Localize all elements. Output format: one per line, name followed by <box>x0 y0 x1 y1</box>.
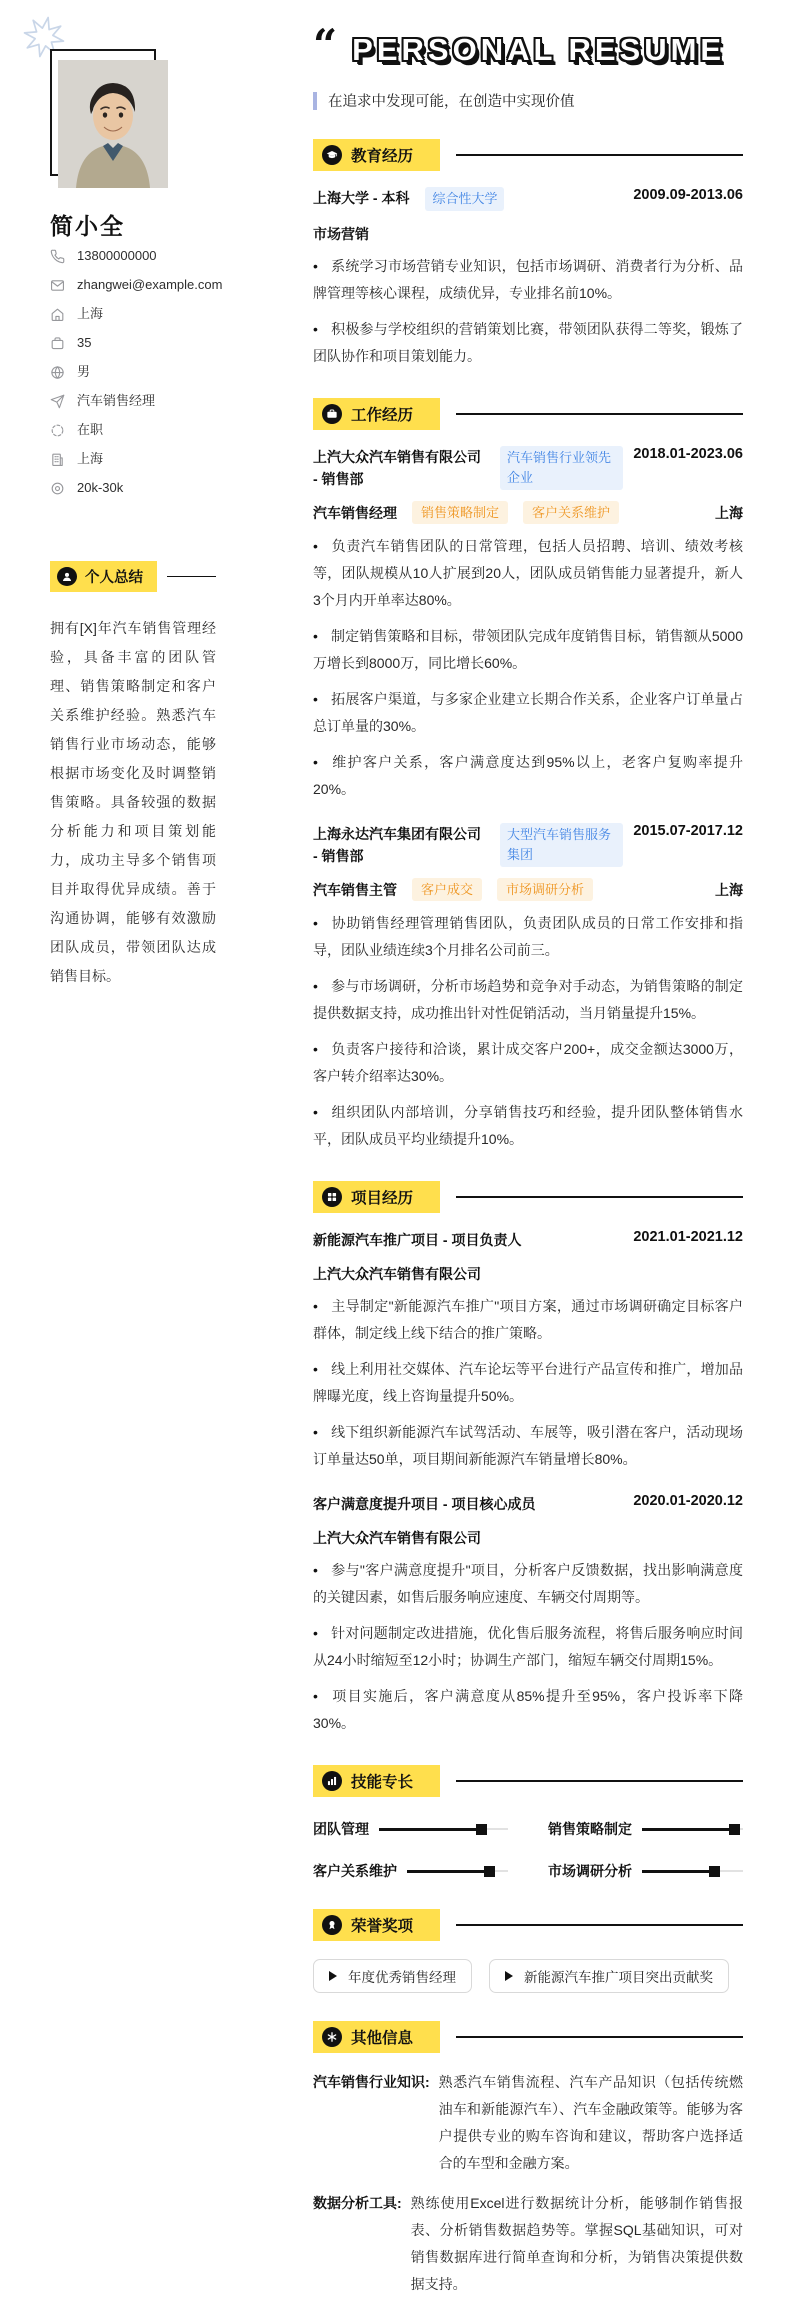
skill-item <box>313 1819 508 1839</box>
skill-marker <box>476 1824 487 1835</box>
medal-icon <box>322 1915 342 1935</box>
honor-chip <box>313 1959 472 1993</box>
send-icon <box>50 394 65 409</box>
other-info-entry <box>313 2069 743 2177</box>
contact-item-age <box>50 334 235 352</box>
other-info-text: 熟悉汽车销售流程、汽车产品知识（包括传统燃油车和新能源汽车）、汽车金融政策等。能够为客户提供专业的购车咨询和建议，帮助客户选择适合的车型和金融方案。 <box>438 2074 743 2171</box>
projects-badge <box>313 1181 440 1213</box>
skill-label: 团队管理 <box>313 1821 369 1837</box>
play-icon <box>329 1971 337 1981</box>
age-icon <box>50 336 65 351</box>
section-header-projects <box>313 1181 743 1213</box>
profile-name: 简小全 <box>50 213 125 240</box>
contact-value: 13800000000 <box>77 248 157 263</box>
skill-level-bar <box>407 1865 508 1877</box>
other-info-section <box>313 2021 743 2298</box>
work-location: 上海 <box>715 504 743 521</box>
sidebar <box>0 0 290 1693</box>
honors-heading: 荣誉奖项 <box>351 1918 414 1935</box>
work-entry <box>313 823 743 1153</box>
honor-label: 新能源汽车推广项目突出贡献奖 <box>524 1970 713 1985</box>
header-rule <box>167 576 216 578</box>
role-name: 汽车销售经理 <box>313 504 397 521</box>
resume-main <box>313 0 743 2298</box>
summary-section-header <box>50 561 216 592</box>
role-tag: 客户成交 <box>412 878 482 901</box>
skill-marker <box>484 1866 495 1877</box>
header-rule <box>456 1196 743 1198</box>
work-location: 上海 <box>715 881 743 898</box>
project-entry <box>313 1229 743 1473</box>
work-bullet: • 协助销售经理管理销售团队，负责团队成员的日常工作安排和指导，团队业绩连续3个月排名公司前三。 <box>313 910 743 964</box>
work-entry-row <box>313 823 743 867</box>
contact-list <box>50 247 235 508</box>
other-info-text: 熟练使用Excel进行数据统计分析，能够制作销售报表、分析销售数据趋势等。掌握SQL基础知识，可对销售数据库进行简单查询和分析，为销售决策提供数据支持。 <box>410 2195 743 2292</box>
other-info-entry <box>313 2190 743 2298</box>
contact-item-salary <box>50 479 235 497</box>
salary-icon <box>50 481 65 496</box>
graduation-cap-icon <box>322 145 342 165</box>
work-bullet: • 负责客户接待和洽谈，累计成交客户200+，成交金额达3000万，客户转介绍率达30%。 <box>313 1036 743 1090</box>
summary-badge <box>50 561 157 592</box>
section-header-skills <box>313 1765 743 1797</box>
project-period: 2020.01-2020.12 <box>633 1493 743 1509</box>
major-name: 市场营销 <box>313 226 369 242</box>
other-info-label: 数据分析工具: <box>313 2195 402 2211</box>
projects-heading: 项目经历 <box>351 1190 414 1207</box>
contact-item-location <box>50 305 235 323</box>
project-company: 上汽大众汽车销售有限公司 <box>313 1530 481 1546</box>
profile-photo <box>58 60 168 188</box>
work-bullet: • 参与市场调研，分析市场趋势和竞争对手动态，为销售策略的制定提供数据支持，成功推出针对性促销活动，当月销量提升15%。 <box>313 973 743 1027</box>
work-bullet: • 负责汽车销售团队的日常管理，包括人员招聘、培训、绩效考核等，团队规模从10人扩展到20人，团队成员销售能力显著提升，新人3个月内开单率达80%。 <box>313 533 743 614</box>
section-header-work <box>313 398 743 430</box>
project-period: 2021.01-2021.12 <box>633 1229 743 1245</box>
person-icon <box>57 567 77 586</box>
contact-value: 上海 <box>77 451 104 466</box>
skill-level-bar <box>379 1823 508 1835</box>
education-entry <box>313 187 743 370</box>
header-rule <box>456 1924 743 1926</box>
skill-marker <box>729 1824 740 1835</box>
skills-section <box>313 1765 743 1881</box>
education-section <box>313 139 743 370</box>
resume-title-text: PERSONAL RESUME <box>352 32 726 67</box>
role-tag: 客户关系维护 <box>523 501 619 524</box>
role-tag: 市场调研分析 <box>497 878 593 901</box>
school-tag: 综合性大学 <box>425 187 504 211</box>
education-period: 2009.09-2013.06 <box>633 187 743 203</box>
asterisk-icon <box>322 2027 342 2047</box>
quote-icon: “ <box>313 20 338 69</box>
skill-level-bar <box>642 1865 743 1877</box>
tagline-bar <box>313 92 317 110</box>
project-bullet: • 线上利用社交媒体、汽车论坛等平台进行产品宣传和推广，增加品牌曝光度，线上咨询量提升50%。 <box>313 1356 743 1410</box>
role-tag: 销售策略制定 <box>412 501 508 524</box>
project-company: 上汽大众汽车销售有限公司 <box>313 1266 481 1282</box>
skills-grid <box>313 1819 743 1881</box>
company-name: 上海永达汽车集团有限公司 - 销售部 <box>313 826 481 864</box>
home-icon <box>50 307 65 322</box>
contact-value: zhangwei@example.com <box>77 277 223 292</box>
project-bullet: • 主导制定"新能源汽车推广"项目方案，通过市场调研确定目标客户群体，制定线上线下结合的推广策略。 <box>313 1293 743 1347</box>
contact-value: 20k-30k <box>77 480 124 495</box>
honor-label: 年度优秀销售经理 <box>348 1970 456 1985</box>
work-heading: 工作经历 <box>351 407 414 424</box>
status-icon <box>50 423 65 438</box>
work-period: 2018.01-2023.06 <box>633 446 743 462</box>
project-title: 客户满意度提升项目 - 项目核心成员 <box>313 1496 536 1512</box>
contact-value: 汽车销售经理 <box>77 393 156 408</box>
project-entry <box>313 1493 743 1737</box>
other-badge <box>313 2021 440 2053</box>
grid-icon <box>322 1187 342 1207</box>
work-period: 2015.07-2017.12 <box>633 823 743 839</box>
work-bullet: • 拓展客户渠道，与多家企业建立长期合作关系，企业客户订单量占总订单量的30%。 <box>313 686 743 740</box>
resume-title <box>313 20 743 78</box>
skills-badge <box>313 1765 440 1797</box>
contact-value: 男 <box>77 364 91 379</box>
header-rule <box>456 413 743 415</box>
contact-item-job <box>50 392 235 410</box>
mail-icon <box>50 278 65 293</box>
summary-heading: 个人总结 <box>85 570 143 586</box>
summary-text: 拥有[X]年汽车销售管理经验，具备丰富的团队管理、销售策略制定和客户关系维护经验。熟悉汽车销售行业市场动态，能够根据市场变化及时调整销售策略。具备较强的数据分析能力和项目策划能力，成功主导多个销售项目并取得优异成绩。善于沟通协调，能够有效激励团队成员，带领团队达成销售目标。 <box>50 620 216 984</box>
project-bullet: • 参与"客户满意度提升"项目，分析客户反馈数据，找出影响满意度的关键因素，如售后服务响应速度、车辆交付周期等。 <box>313 1557 743 1611</box>
role-row <box>313 501 743 524</box>
project-bullet: • 线下组织新能源汽车试驾活动、车展等，吸引潜在客户，活动现场订单量达50单，项目期间新能源汽车销量增长80%。 <box>313 1419 743 1473</box>
project-entry-row <box>313 1229 743 1251</box>
briefcase-icon <box>322 404 342 424</box>
work-badge <box>313 398 440 430</box>
company-tag: 汽车销售行业领先企业 <box>500 446 623 490</box>
project-entry-row <box>313 1493 743 1515</box>
honor-chip <box>489 1959 729 1993</box>
education-bullet: • 系统学习市场营销专业知识，包括市场调研、消费者行为分析、品牌管理等核心课程，成绩优异，专业排名前10%。 <box>313 253 743 307</box>
role-row <box>313 878 743 901</box>
work-entry <box>313 446 743 803</box>
contact-value: 上海 <box>77 306 104 321</box>
project-title: 新能源汽车推广项目 - 项目负责人 <box>313 1232 522 1248</box>
skill-label: 市场调研分析 <box>548 1863 632 1879</box>
play-icon <box>505 1971 513 1981</box>
project-bullet: • 针对问题制定改进措施，优化售后服务流程，将售后服务响应时间从24小时缩短至12小时；协调生产部门，缩短车辆交付周期15%。 <box>313 1620 743 1674</box>
contact-item-status <box>50 421 235 439</box>
honors-section <box>313 1909 743 1993</box>
work-section <box>313 398 743 1153</box>
school-name: 上海大学 - 本科 <box>313 190 410 206</box>
contact-item-phone <box>50 247 235 265</box>
header-rule <box>456 154 743 156</box>
company-name: 上汽大众汽车销售有限公司 - 销售部 <box>313 449 481 487</box>
company-tag: 大型汽车销售服务集团 <box>500 823 623 867</box>
phone-icon <box>50 249 65 264</box>
skill-label: 客户关系维护 <box>313 1863 397 1879</box>
education-bullet: • 积极参与学校组织的营销策划比赛，带领团队获得二等奖，锻炼了团队协作和项目策划能力。 <box>313 316 743 370</box>
other-info-label: 汽车销售行业知识: <box>313 2074 430 2090</box>
building-icon <box>50 452 65 467</box>
skill-marker <box>709 1866 720 1877</box>
education-heading: 教育经历 <box>351 148 414 165</box>
education-entry-row <box>313 187 743 211</box>
contact-value: 在职 <box>77 422 104 437</box>
work-bullet: • 制定销售策略和目标，带领团队完成年度销售目标，销售额从5000万增长到8000万，同比增长60%。 <box>313 623 743 677</box>
section-header-other <box>313 2021 743 2053</box>
honor-list <box>313 1959 743 1993</box>
skill-item <box>548 1819 743 1839</box>
header-rule <box>456 1780 743 1782</box>
tagline-text: 在追求中发现可能，在创造中实现价值 <box>328 94 575 110</box>
bar-chart-icon <box>322 1771 342 1791</box>
skills-heading: 技能专长 <box>351 1774 414 1791</box>
skill-item <box>313 1861 508 1881</box>
work-entry-row <box>313 446 743 490</box>
work-bullet: • 组织团队内部培训，分享销售技巧和经验，提升团队整体销售水平，团队成员平均业绩提升10%。 <box>313 1099 743 1153</box>
skill-label: 销售策略制定 <box>548 1821 632 1837</box>
projects-section <box>313 1181 743 1737</box>
section-header-honors <box>313 1909 743 1941</box>
globe-icon <box>50 365 65 380</box>
honors-badge <box>313 1909 440 1941</box>
role-name: 汽车销售主管 <box>313 881 397 898</box>
work-bullet: • 维护客户关系，客户满意度达到95%以上，老客户复购率提升20%。 <box>313 749 743 803</box>
other-heading: 其他信息 <box>351 2030 414 2047</box>
contact-item-city <box>50 450 235 468</box>
section-header-education <box>313 139 743 171</box>
summary-section <box>50 561 216 991</box>
education-badge <box>313 139 440 171</box>
contact-value: 35 <box>77 335 92 350</box>
contact-item-email <box>50 276 235 294</box>
tagline <box>313 90 743 111</box>
contact-item-gender <box>50 363 235 381</box>
header-rule <box>456 2036 743 2038</box>
skill-item <box>548 1861 743 1881</box>
skill-level-bar <box>642 1823 743 1835</box>
project-bullet: • 项目实施后，客户满意度从85%提升至95%，客户投诉率下降30%。 <box>313 1683 743 1737</box>
